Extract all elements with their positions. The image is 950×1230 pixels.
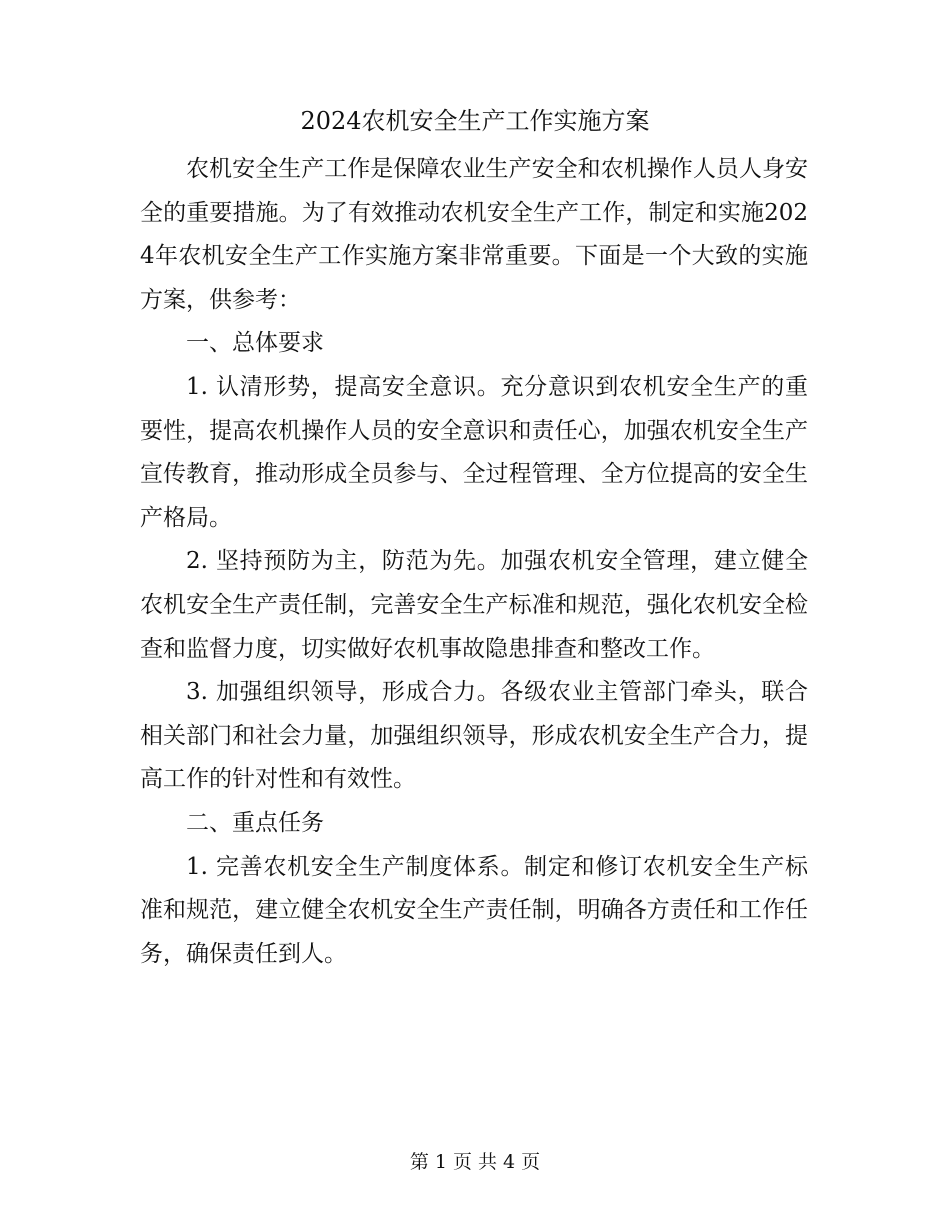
document-body bbox=[140, 148, 808, 976]
task-item-1: 1. 完善农机安全生产制度体系。制定和修订农机安全生产标准和规范，建立健全农机安全生产责任制，明确各方责任和工作任务，确保责任到人。 bbox=[140, 853, 808, 967]
requirement-item-2: 2. 坚持预防为主，防范为先。加强农机安全管理，建立健全农机安全生产责任制，完善安全生产标准和规范，强化农机安全检查和监督力度，切实做好农机事故隐患排查和整改工作。 bbox=[140, 548, 808, 662]
document-title: 2024农机安全生产工作实施方案 bbox=[300, 107, 650, 135]
page-number-footer: 第 1 页 共 4 页 bbox=[409, 1151, 541, 1173]
section-heading-key-tasks: 二、重点任务 bbox=[186, 809, 324, 836]
section-heading-general-requirements: 一、总体要求 bbox=[186, 330, 324, 357]
requirement-item-1: 1. 认清形势，提高安全意识。充分意识到农机安全生产的重要性，提高农机操作人员的安全意识和责任心，加强农机安全生产宣传教育，推动形成全员参与、全过程管理、全方位提高的安全生产格局。 bbox=[140, 373, 808, 531]
requirement-item-3: 3. 加强组织领导，形成合力。各级农业主管部门牵头，联合相关部门和社会力量，加强组织领导，形成农机安全生产合力，提高工作的针对性和有效性。 bbox=[140, 679, 808, 793]
intro-paragraph: 农机安全生产工作是保障农业生产安全和农机操作人员人身安全的重要措施。为了有效推动农机安全生产工作，制定和实施2024年农机安全生产工作实施方案非常重要。下面是一个大致的实施方案，供参考： bbox=[140, 156, 808, 313]
